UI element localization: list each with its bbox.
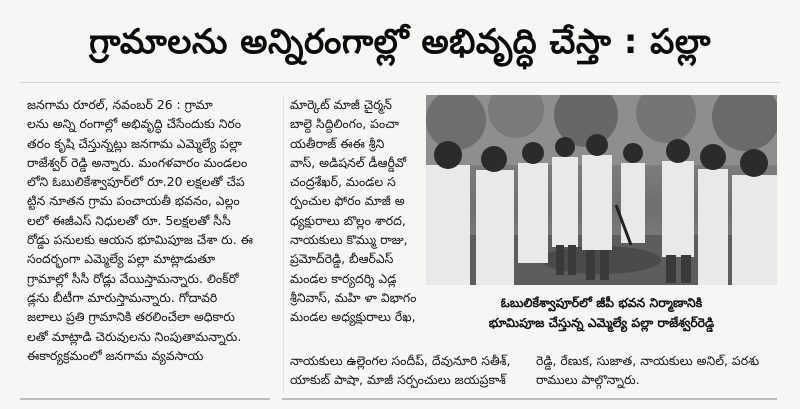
text-line: ట్టిన నూతన గ్రామ పంచాయతీ భవనం, ఎల్లం	[27, 193, 240, 209]
text-line: యాకుబ్ పాషా, మాజీ సర్పంచులు జయప్రకాశ్	[290, 372, 506, 388]
text-line: రోడ్డు పనులకు ఆయన భూమిపూజ చేశా రు. ఈ	[27, 232, 253, 248]
footer-rule-left	[20, 398, 270, 400]
text-line: డ్లను బీటీగా మారుస్తామన్నారు. గోదావరి	[27, 289, 218, 305]
photo-illustration	[426, 95, 777, 285]
article-column-1	[27, 95, 277, 365]
text-line: లలో ఈజీఎస్ నిధులతో రూ. 5లక్షలతో సీసీ	[27, 212, 231, 228]
text-line: రాములు పాల్గొన్నారు.	[536, 372, 640, 388]
text-line: యతీరాజ్ ఈఈ శ్రీని	[290, 135, 385, 151]
text-line: జనగామ రూరల్, నవంబర్ 26 : గ్రామా	[27, 97, 213, 112]
column-divider	[283, 95, 284, 393]
footer-rule-right	[282, 398, 777, 400]
text-line: వాస్, అడిషనల్ డీఆర్డీవో	[290, 154, 407, 170]
text-line: ఈకార్యక్రమంలో జనగామ వ్యవసాయ	[27, 347, 204, 363]
text-line: ర్పంచుల ఫోరం మాజీ అ	[290, 193, 405, 209]
text-line: జలాలు ప్రతి గ్రామానికి తరలించేలా అధికారు	[27, 309, 235, 325]
article-headline: గ్రామాలను అన్నిరంగాల్లో అభివృద్ధి చేస్తా : పల్లా	[89, 22, 711, 62]
text-line: మండల కార్యదర్శి ఎడ్ల	[290, 270, 397, 286]
article-column-2	[290, 95, 417, 327]
text-line: లోని ఓబులికేశ్వాపూర్‌లో రూ.20 లక్షలతో చేప	[27, 174, 245, 190]
text-line: ప్రమోద్‌రెడ్డి, బీఆర్ఎస్	[290, 251, 394, 267]
caption-line: భూమిపూజ చేస్తున్న ఎమ్మెల్యే పల్లా రాజేశ్వర్‌రెడ్డి	[488, 314, 715, 330]
text-line: లను అన్ని రంగాల్లో అభివృద్ధి చేసేందుకు నిరం	[27, 116, 242, 132]
headline-divider	[20, 82, 780, 83]
text-line: రాజేశ్వర్ రెడ్డి అన్నారు. మంగళవారం మండలం	[27, 154, 248, 170]
text-line: మార్కెట్ మాజీ చైర్మన్	[290, 97, 392, 112]
text-line: నాయకులు ఉల్లెంగల సందీప్, దేవునూరి సతీశ్,	[290, 353, 511, 368]
text-line: మండల అధ్యక్షురాలు రేఖ,	[290, 309, 416, 325]
text-line: నాయకులు కొమ్ము రాజు,	[290, 232, 408, 248]
news-photo	[426, 95, 777, 285]
caption-line: ఓబులికేశ్వాపూర్‌లో జీపీ భవన నిర్మాణానికి	[500, 295, 703, 310]
text-line: లతో మాట్లాడి చెరువులను నింపుతామన్నారు.	[27, 328, 242, 344]
text-line: బాల్దె సిద్దిలింగం, పంచా	[290, 116, 399, 132]
text-line: ధ్యక్షురాలు బొల్లం శారద,	[290, 212, 406, 228]
text-line: శ్రీనివాస్, మహి ళా విభాగం	[290, 289, 417, 305]
bottom-text-left	[290, 351, 511, 390]
photo-caption	[426, 293, 777, 332]
text-line: చంద్రశేఖర్, మండల స	[290, 174, 396, 190]
text-line: గ్రామాల్లో సీసీ రోడ్లు వేయిస్తామన్నారు. లింక్‌రో	[27, 270, 239, 286]
text-line: సందర్భంగా ఎమ్మెల్యే పల్లా మాట్లాడుతూ	[27, 251, 216, 267]
text-line: రెడ్డి, రేణుక, సుజాత, నాయకులు అనిల్, పరశు	[536, 353, 760, 368]
bottom-text-right	[426, 351, 777, 390]
text-line: తరం కృషి చేస్తున్నట్లు జనగామ ఎమ్మెల్యే పల్లా	[27, 135, 242, 151]
